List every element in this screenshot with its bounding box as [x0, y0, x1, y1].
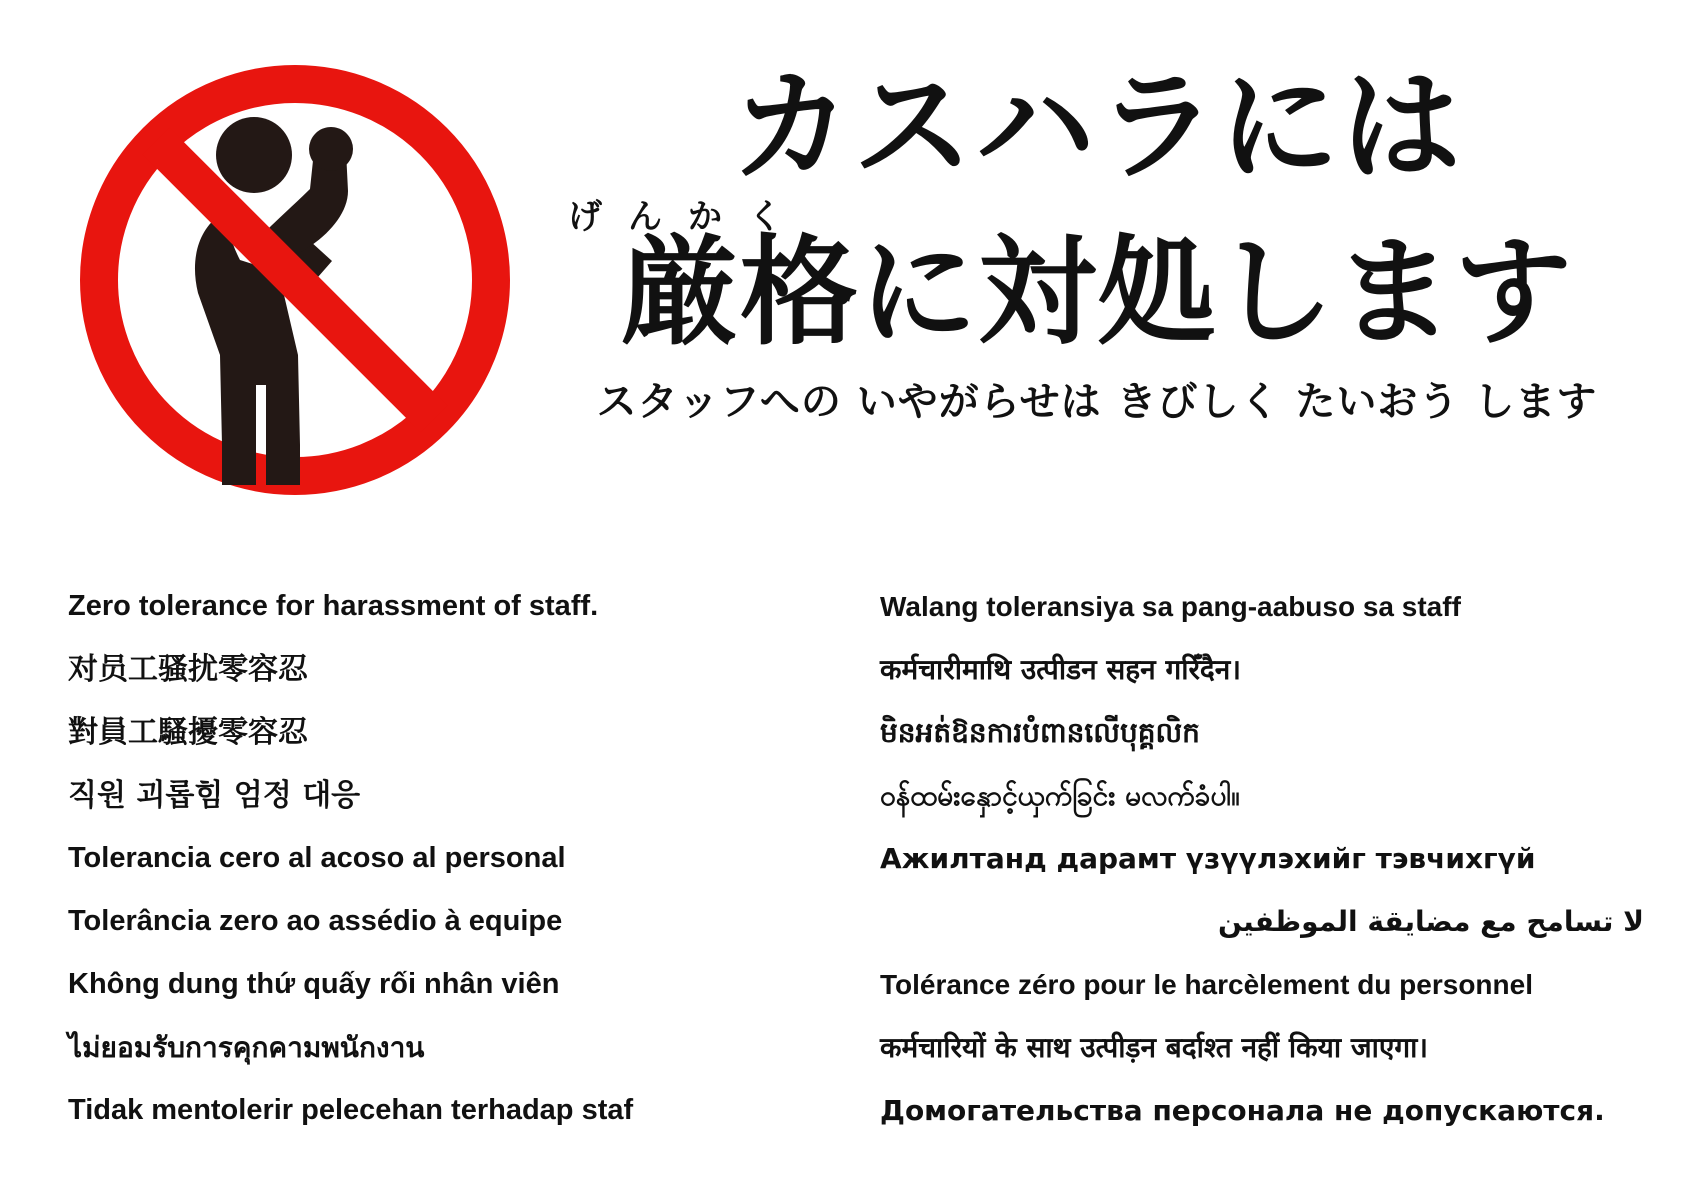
translation-item: 직원 괴롭힘 엄정 대응 — [68, 777, 361, 813]
translations-column-left — [68, 575, 832, 1142]
no-harassment-prohibition-sign-icon — [70, 55, 520, 505]
translation-item: Zero tolerance for harassment of staff. — [68, 590, 599, 622]
translations-column-right — [880, 575, 1644, 1142]
headline-line-3: スタッフへの いやがらせは きびしく たいおう します — [596, 379, 1598, 426]
translation-item: ไม่ยอมรับการคุกคามพนักงาน — [68, 1030, 425, 1064]
translation-item: មិនអត់ឱនការបំពានលើបុគ្គលិក — [880, 715, 1200, 749]
poster-header — [0, 0, 1684, 545]
sign-area — [70, 55, 540, 525]
translations-area — [0, 545, 1684, 1142]
translation-item: Walang toleransiya sa pang-aabuso sa staff — [880, 590, 1461, 622]
translation-item: कर्मचारियों के साथ उत्पीड़न बर्दाश्त नहीं किया जाएगा। — [880, 1030, 1429, 1064]
translation-item: Tolerancia cero al acoso al personal — [68, 842, 566, 874]
headline-line-2: 厳格に対処します — [620, 223, 1573, 361]
translation-item: Tolerância zero ao assédio à equipe — [68, 905, 563, 937]
translation-item: Tolérance zéro pour le harcèlement du personnel — [880, 968, 1533, 1000]
headline-line-1: カスハラには — [731, 58, 1463, 197]
translation-item: Домогательства персонала не допускаются. — [880, 1093, 1605, 1127]
translation-item: لا تسامح مع مضايقة الموظفين — [1217, 904, 1644, 938]
translation-item: 對員工騷擾零容忍 — [68, 714, 308, 750]
translation-item: Tidak mentolerir pelecehan terhadap staf — [68, 1094, 634, 1126]
translation-item: ဝန်ထမ်းနှောင့်ယှက်ခြင်း မလက်ခံပါ။ — [880, 778, 1240, 812]
translation-item: कर्मचारीमाथि उत्पीडन सहन गरिँदैन। — [880, 652, 1241, 686]
headline-furigana: げんかく — [568, 197, 808, 237]
translation-item: Không dung thứ quấy rối nhân viên — [68, 968, 560, 1000]
translation-item: Ажилтанд дарамт үзүүлэхийг тэвчихгүй — [880, 841, 1536, 875]
headline-line-2-block — [550, 195, 1644, 361]
translation-item: 对员工骚扰零容忍 — [68, 651, 308, 687]
headline-area — [540, 55, 1644, 427]
